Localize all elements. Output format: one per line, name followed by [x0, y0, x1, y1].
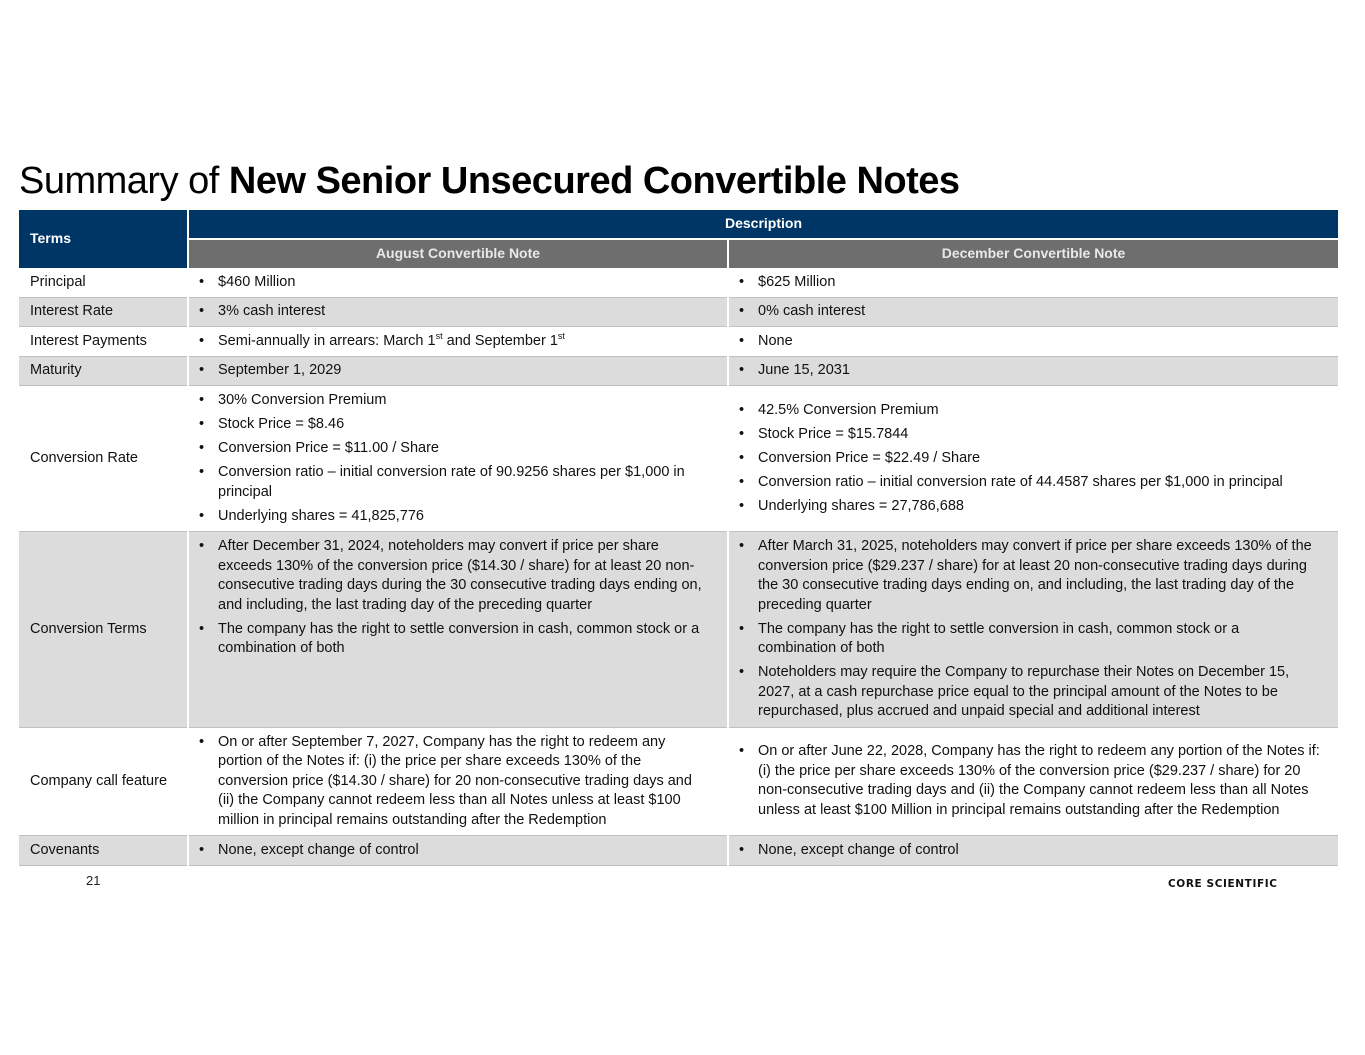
bullet-item: • Noteholders may require the Company to repurchase their Notes on December 15, 2027, at a cash repurchase price equal to the principal amount of the Notes to be repurchased, plus accrued and unpaid special and additional interest — [739, 663, 1320, 722]
august-bullets — [189, 357, 727, 385]
december-bullets — [729, 396, 1338, 522]
page-number: 21 — [86, 873, 101, 888]
table-row-covenants — [19, 836, 1338, 866]
august-bullets — [189, 728, 727, 836]
bullet-item: • $625 Million — [739, 273, 1320, 293]
table-row-principal — [19, 268, 1338, 297]
bullet-item: • The company has the right to settle conversion in cash, common stock or a combination of both — [739, 620, 1320, 659]
row-label: Covenants — [19, 836, 188, 866]
december-bullets — [729, 837, 1338, 865]
terms-table — [19, 210, 1338, 866]
bullet-item: • Conversion Price = $22.49 / Share — [739, 449, 1320, 469]
row-label: Maturity — [19, 356, 188, 386]
row-label: Interest Payments — [19, 327, 188, 357]
table-row-interest-payments — [19, 327, 1338, 357]
august-bullets — [189, 837, 727, 865]
row-label: Conversion Rate — [19, 386, 188, 532]
august-bullets — [189, 269, 727, 297]
december-bullets — [729, 298, 1338, 326]
august-bullets — [189, 532, 727, 664]
row-label: Company call feature — [19, 727, 188, 836]
december-bullets — [729, 532, 1338, 727]
december-bullets — [729, 737, 1338, 825]
bullet-item: • None, except change of control — [199, 841, 709, 861]
bullet-item: • 3% cash interest — [199, 302, 709, 322]
bullet-item: • 0% cash interest — [739, 302, 1320, 322]
august-bullets — [189, 298, 727, 326]
bullet-item: • Semi-annually in arrears: March 1st and September 1st — [199, 332, 709, 352]
bullet-item: • After December 31, 2024, noteholders may convert if price per share exceeds 130% of the conversion price ($14.30 / share) for at least 20 non-consecutive trading days during the 30 consecutive trading days ending on, and including, the last trading day of the preceding quarter — [199, 537, 709, 615]
row-label: Conversion Terms — [19, 532, 188, 728]
bullet-item: • Conversion Price = $11.00 / Share — [199, 439, 709, 459]
bullet-item: • None, except change of control — [739, 841, 1320, 861]
page-title — [19, 156, 960, 206]
bullet-item: • None — [739, 332, 1320, 352]
bullet-item: • Conversion ratio – initial conversion rate of 90.9256 shares per $1,000 in principal — [199, 463, 709, 502]
company-logo: CORE SCIENTIFIC — [1168, 878, 1278, 890]
row-label: Interest Rate — [19, 297, 188, 327]
header-august-note: August Convertible Note — [188, 239, 728, 268]
table-row-interest-rate — [19, 297, 1338, 327]
august-bullets — [189, 386, 727, 531]
bullet-item: • 30% Conversion Premium — [199, 391, 709, 411]
bullet-item: • Underlying shares = 41,825,776 — [199, 507, 709, 527]
header-terms: Terms — [19, 210, 188, 268]
december-bullets — [729, 357, 1338, 385]
bullet-item: • The company has the right to settle conversion in cash, common stock or a combination of both — [199, 620, 709, 659]
title-prefix: Summary of — [19, 160, 229, 202]
august-bullets — [189, 328, 727, 356]
bullet-item: • 42.5% Conversion Premium — [739, 401, 1320, 421]
bullet-item: • Underlying shares = 27,786,688 — [739, 497, 1320, 517]
bullet-item: • Conversion ratio – initial conversion rate of 44.4587 shares per $1,000 in principal — [739, 473, 1320, 493]
title-emphasis: New Senior Unsecured Convertible Notes — [228, 160, 960, 202]
bullet-item: • After March 31, 2025, noteholders may convert if price per share exceeds 130% of the conversion price ($29.237 / share) for at least 20 non-consecutive trading days during the 30 consecutive trading days ending on, and including, the last trading day of the preceding quarter — [739, 537, 1320, 615]
table-row-maturity — [19, 356, 1338, 386]
row-label: Principal — [19, 268, 188, 297]
table-row-conversion-rate — [19, 386, 1338, 532]
bullet-item: • On or after September 7, 2027, Company has the right to redeem any portion of the Notes if: (i) the price per share exceeds 130% of the conversion price ($14.30 / share) for 20 non-consecutive trading days and (ii) the Company cannot redeem less than all Notes unless at least $100 million in principal remains outstanding after the Redemption — [199, 733, 709, 831]
bullet-item: • September 1, 2029 — [199, 361, 709, 381]
bullet-item: • $460 Million — [199, 273, 709, 293]
december-bullets — [729, 269, 1338, 297]
bullet-item: • Stock Price = $8.46 — [199, 415, 709, 435]
bullet-item: • On or after June 22, 2028, Company has the right to redeem any portion of the Notes if: (i) the price per share exceeds 130% of the conversion price ($29.237 / share) for 20 non-consecutive trading days and (ii) the Company cannot redeem less than all Notes unless at least $100 Million in principal remains outstanding after the Redemption — [739, 742, 1320, 820]
table-row-conversion-terms — [19, 532, 1338, 728]
header-december-note: December Convertible Note — [728, 239, 1338, 268]
december-bullets — [729, 328, 1338, 356]
table-row-company-call — [19, 727, 1338, 836]
bullet-item: • June 15, 2031 — [739, 361, 1320, 381]
bullet-item: • Stock Price = $15.7844 — [739, 425, 1320, 445]
header-description: Description — [188, 210, 1338, 239]
